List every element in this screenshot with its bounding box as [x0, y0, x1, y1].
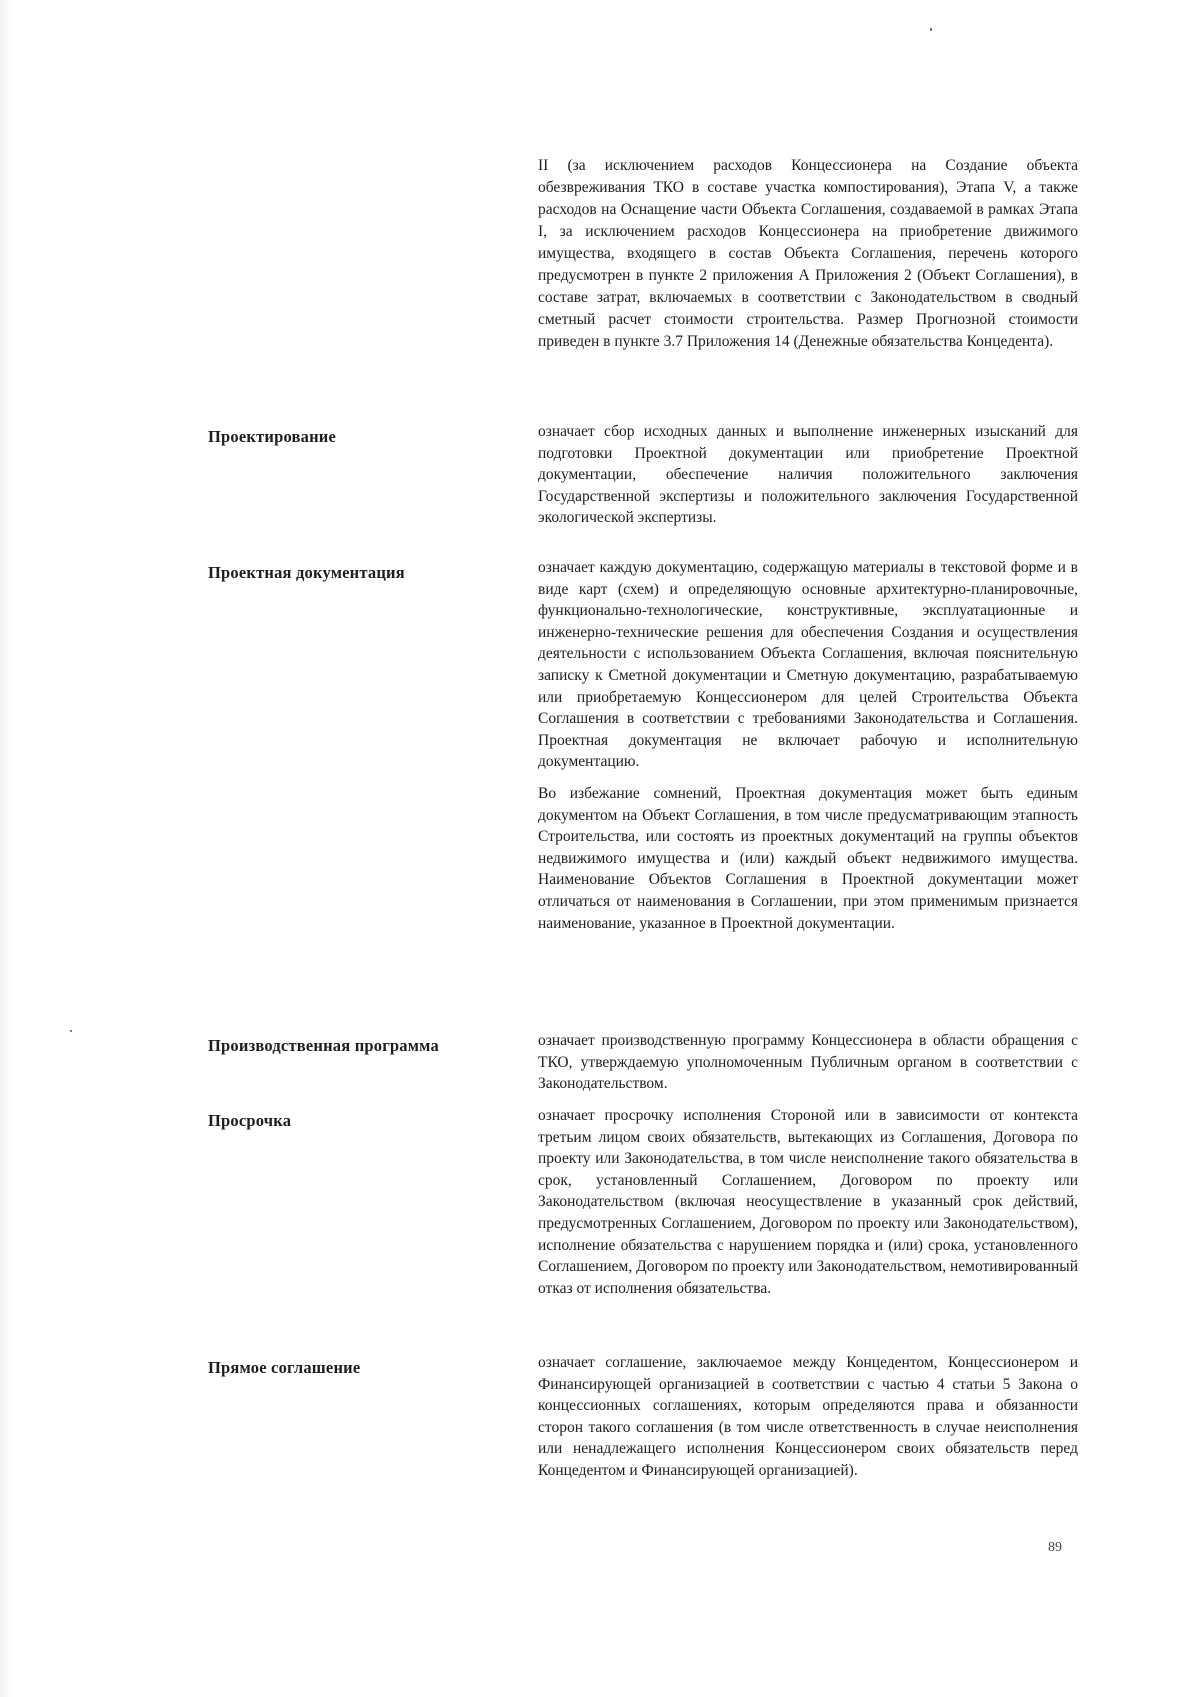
definition-proizvodstvennaya-programma: [538, 1030, 1078, 1095]
definition-paragraph: означает сбор исходных данных и выполнение инженерных изысканий для подготовки Проектной документации или приобретение Проектной документации, обеспечение наличия положительного заключения Государственной экспертизы и положительного заключения Государственной экологической экспертизы.: [538, 423, 1078, 527]
page-number: 89: [1048, 1540, 1062, 1555]
definition-paragraph: Во избежание сомнений, Проектная документация может быть единым документом на Объект Соглашения, в том числе предусматривающим этапность Строительства, или состоять из проектных документаций на группы объектов недвижимого имущества и (или) каждый объект недвижимого имущества. Наименование Объектов Соглашения в Проектной документации может отличаться от наименования в Соглашении, при этом применимым признается наименование, указанное в Проектной документации.: [538, 784, 1078, 932]
definition-proektirovanie: [538, 421, 1078, 529]
definition-prosrochka: [538, 1105, 1078, 1299]
term-proizvodstvennaya-programma: Производственная программа: [208, 1036, 439, 1055]
continuation-paragraph: II (за исключением расходов Концессионера на Создание объекта обезвреживания ТКО в составе участка компостирования), Этапа V, а также расходов на Оснащение части Объекта Соглашения, создаваемой в рамках Этапа I, за исключением расходов Концессионера на приобретение движимого имущества, входящего в состав Объекта Соглашения, перечень которого предусмотрен в пункте 2 приложения А Приложения 2 (Объект Соглашения), в составе затрат, включаемых в соответствии с Законодательством в сводный сметный расчет стоимости строительства. Размер Прогнозной стоимости приведен в пункте 3.7 Приложения 14 (Денежные обязательства Концедента).: [538, 157, 1078, 350]
definition-pryamoe-soglashenie: [538, 1352, 1078, 1482]
definition-paragraph: означает просрочку исполнения Стороной или в зависимости от контекста третьим лицом своих обязательств, вытекающих из Соглашения, Договора по проекту или Законодательства, в том числе неисполнение такого обязательства в срок, установленный Соглашением, Договором по проекту или Законодательством (включая неосуществление в указанный срок действий, предусмотренных Соглашением, Договором по проекту или Законодательством), исполнение обязательства с нарушением порядка и (или) срока, установленного Соглашением, Договором по проекту или Законодательством, немотивированный отказ от исполнения обязательства.: [538, 1107, 1078, 1297]
scan-speck: [70, 1030, 72, 1032]
definition-paragraph: означает каждую документацию, содержащую материалы в текстовой форме и в виде карт (схем) и определяющую основные архитектурно-планировочные, функционально-технологические, конструктивные, эксплуатационные и инженерно-технические решения для обеспечения Создания и осуществления деятельности с использованием Объекта Соглашения, включая пояснительную записку к Сметной документации и Сметную документацию, разрабатываемую или приобретаемую Концессионером для целей Строительства Объекта Соглашения в соответствии с требованиями Законодательства и Соглашения. Проектная документация не включает рабочую и исполнительную документацию.: [538, 559, 1078, 771]
term-prosrochka: Просрочка: [208, 1111, 292, 1130]
term-proektirovanie: Проектирование: [208, 427, 337, 446]
term-proektnaya-dokumentatsiya: Проектная документация: [208, 563, 405, 582]
definition-proektnaya-dokumentatsiya: [538, 557, 1078, 934]
term-pryamoe-soglashenie: Прямое соглашение: [208, 1358, 361, 1377]
definition-paragraph: означает соглашение, заключаемое между Концедентом, Концессионером и Финансирующей организацией в соответствии с частью 4 статьи 5 Закона о концессионных соглашениях, которым определяются права и обязанности сторон такого соглашения (в том числе ответственность в случае неисполнения или ненадлежащего исполнения Концессионером своих обязательств перед Концедентом и Финансирующей организацией).: [538, 1354, 1078, 1479]
scan-edge-shadow: [0, 0, 14, 1697]
definition-paragraph: означает производственную программу Концессионера в области обращения с ТКО, утверждаемую уполномоченным Публичным органом в соответствии с Законодательством.: [538, 1032, 1078, 1093]
scan-speck: [930, 28, 932, 31]
